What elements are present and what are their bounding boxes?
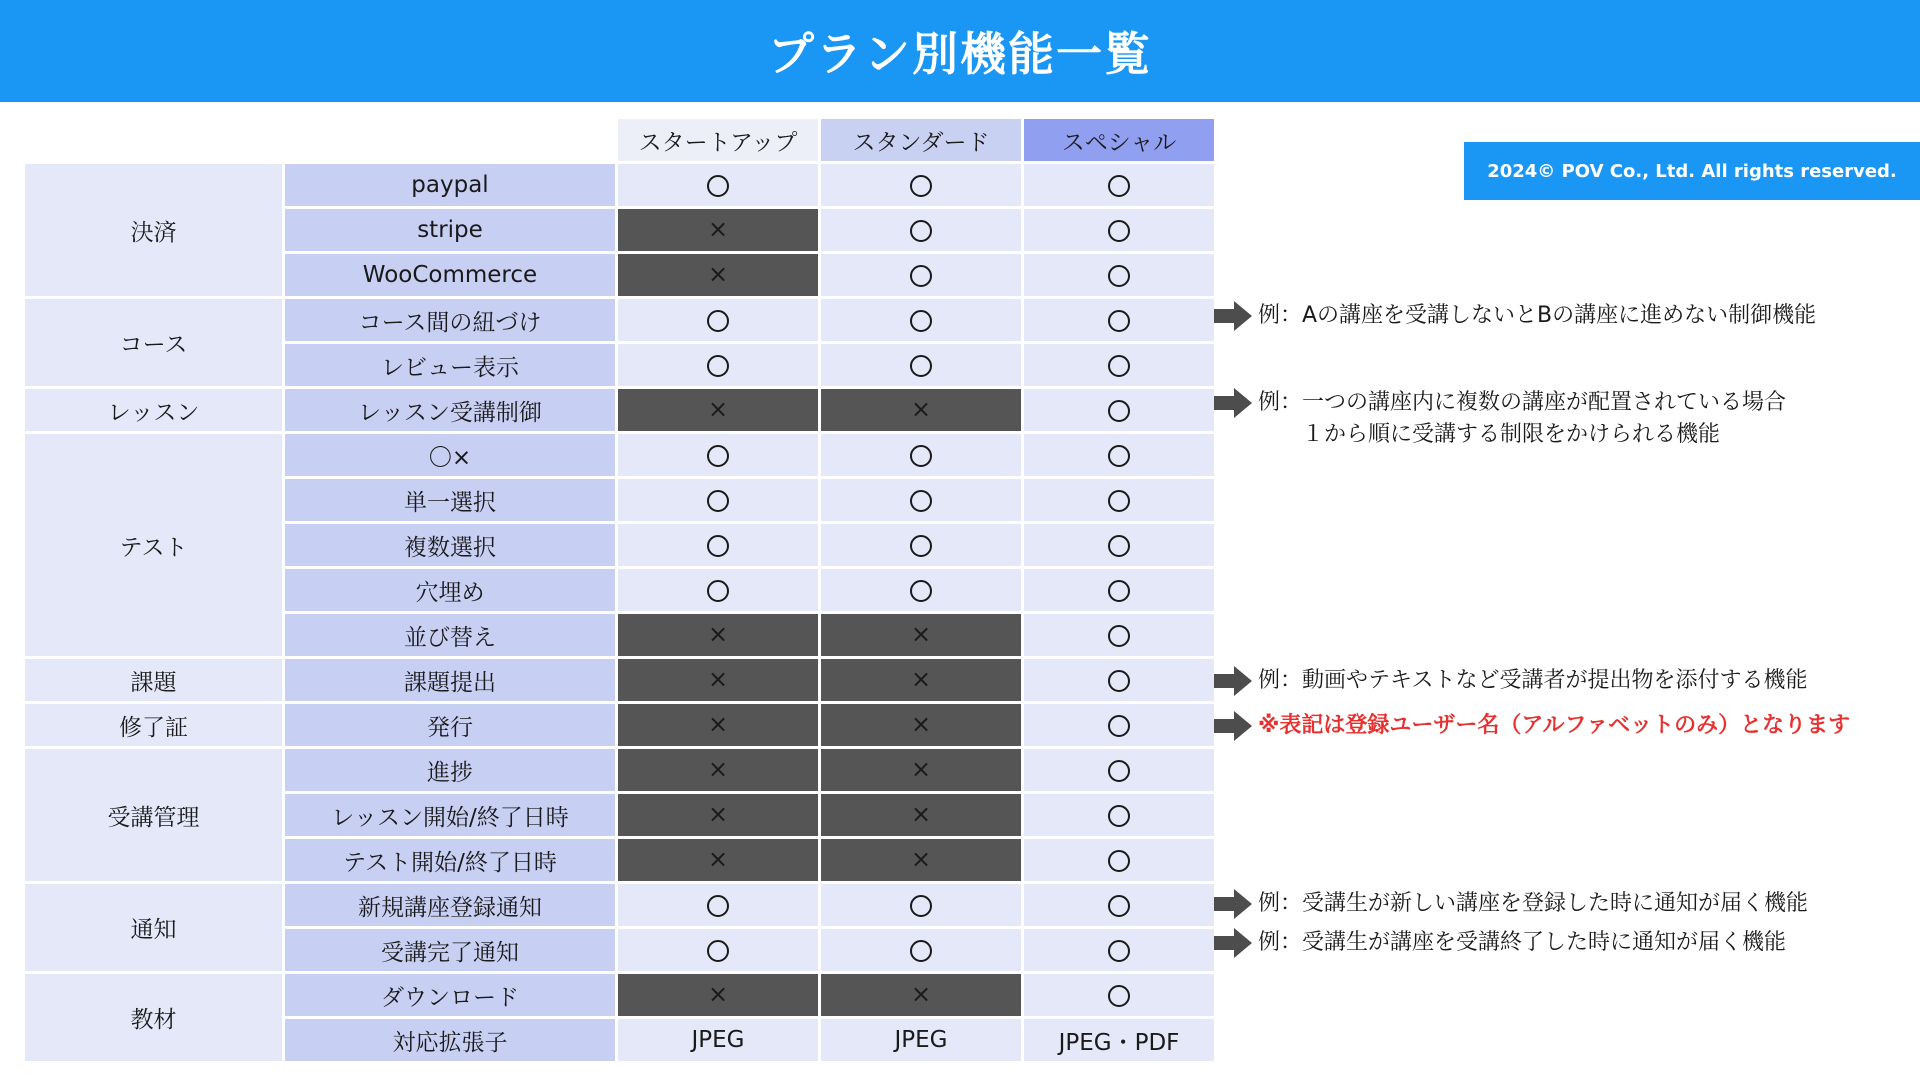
category-cell: レッスン: [25, 389, 282, 431]
available-cell-startup: [618, 569, 818, 611]
arrow-right-icon: [1214, 889, 1252, 919]
circle-icon: [1108, 580, 1130, 602]
cross-icon: ×: [910, 845, 932, 873]
header-blank: [25, 119, 615, 161]
available-cell-standard: [821, 209, 1021, 251]
available-cell-special: [1024, 704, 1214, 746]
feature-cell: ダウンロード: [285, 974, 615, 1016]
available-cell-startup: [618, 164, 818, 206]
circle-icon: [707, 490, 729, 512]
unavailable-cell-standard: [821, 794, 1021, 836]
category-cell: 教材: [25, 974, 282, 1061]
category-cell: 通知: [25, 884, 282, 971]
feature-note: [1214, 387, 1786, 451]
unavailable-cell-startup: [618, 704, 818, 746]
available-cell-startup: [618, 884, 818, 926]
feature-cell: paypal: [285, 164, 615, 206]
plan-header-standard: スタンダード: [821, 119, 1021, 161]
circle-icon: [1108, 175, 1130, 197]
note-line: １から順に受講する制限をかけられる機能: [1258, 422, 1721, 447]
note-line: 例：Aの講座を受講しないとBの講座に進めない制御機能: [1258, 303, 1817, 328]
note-text: [1258, 665, 1808, 697]
available-cell-standard: [821, 344, 1021, 386]
available-cell-special: [1024, 524, 1214, 566]
table-row: [25, 434, 1214, 476]
cross-icon: ×: [707, 215, 729, 243]
table-row: [25, 164, 1214, 206]
arrow-right-icon: [1214, 301, 1252, 331]
circle-icon: [910, 220, 932, 242]
feature-cell: stripe: [285, 209, 615, 251]
plan-header-startup: スタートアップ: [618, 119, 818, 161]
unavailable-cell-standard: [821, 614, 1021, 656]
circle-icon: [707, 535, 729, 557]
unavailable-cell-standard: [821, 974, 1021, 1016]
circle-icon: [707, 310, 729, 332]
available-cell-special: [1024, 749, 1214, 791]
arrow-right-icon: [1214, 711, 1252, 741]
cross-icon: ×: [707, 800, 729, 828]
feature-note: [1214, 927, 1786, 959]
feature-cell: 受講完了通知: [285, 929, 615, 971]
value-cell-special: JPEG・PDF: [1024, 1019, 1214, 1061]
available-cell-special: [1024, 344, 1214, 386]
arrow-right-icon: [1214, 928, 1252, 958]
circle-icon: [910, 535, 932, 557]
available-cell-standard: [821, 524, 1021, 566]
circle-icon: [1108, 985, 1130, 1007]
feature-cell: 穴埋め: [285, 569, 615, 611]
circle-icon: [707, 175, 729, 197]
plan-comparison-table: [22, 116, 1217, 1064]
circle-icon: [1108, 715, 1130, 737]
available-cell-standard: [821, 164, 1021, 206]
available-cell-startup: [618, 299, 818, 341]
header-bar: [0, 0, 1920, 102]
circle-icon: [910, 445, 932, 467]
circle-icon: [910, 265, 932, 287]
cross-icon: ×: [707, 980, 729, 1008]
feature-cell: テスト開始/終了日時: [285, 839, 615, 881]
note-text: [1258, 888, 1808, 920]
circle-icon: [1108, 670, 1130, 692]
note-text: [1258, 300, 1816, 332]
cross-icon: ×: [707, 710, 729, 738]
feature-cell: レッスン開始/終了日時: [285, 794, 615, 836]
unavailable-cell-standard: [821, 659, 1021, 701]
circle-icon: [910, 175, 932, 197]
available-cell-standard: [821, 929, 1021, 971]
unavailable-cell-startup: [618, 254, 818, 296]
circle-icon: [1108, 805, 1130, 827]
available-cell-special: [1024, 839, 1214, 881]
arrow-right-icon: [1214, 388, 1252, 418]
unavailable-cell-standard: [821, 839, 1021, 881]
circle-icon: [910, 940, 932, 962]
circle-icon: [1108, 625, 1130, 647]
category-cell: 修了証: [25, 704, 282, 746]
cross-icon: ×: [707, 755, 729, 783]
unavailable-cell-startup: [618, 659, 818, 701]
feature-cell: 〇×: [285, 434, 615, 476]
available-cell-standard: [821, 434, 1021, 476]
circle-icon: [1108, 490, 1130, 512]
cross-icon: ×: [910, 980, 932, 1008]
available-cell-special: [1024, 884, 1214, 926]
category-cell: コース: [25, 299, 282, 386]
feature-cell: 新規講座登録通知: [285, 884, 615, 926]
feature-cell: 課題提出: [285, 659, 615, 701]
cross-icon: ×: [707, 395, 729, 423]
circle-icon: [707, 940, 729, 962]
available-cell-special: [1024, 299, 1214, 341]
feature-cell: 進捗: [285, 749, 615, 791]
available-cell-startup: [618, 434, 818, 476]
available-cell-special: [1024, 209, 1214, 251]
feature-cell: 並び替え: [285, 614, 615, 656]
category-cell: テスト: [25, 434, 282, 656]
cross-icon: ×: [910, 755, 932, 783]
unavailable-cell-standard: [821, 389, 1021, 431]
value-cell-standard: JPEG: [821, 1019, 1021, 1061]
circle-icon: [1108, 895, 1130, 917]
cross-icon: ×: [707, 260, 729, 288]
circle-icon: [1108, 535, 1130, 557]
available-cell-startup: [618, 929, 818, 971]
circle-icon: [910, 355, 932, 377]
circle-icon: [1108, 760, 1130, 782]
unavailable-cell-startup: [618, 974, 818, 1016]
unavailable-cell-startup: [618, 794, 818, 836]
circle-icon: [1108, 850, 1130, 872]
category-cell: 決済: [25, 164, 282, 296]
circle-icon: [910, 310, 932, 332]
note-line: 例：動画やテキストなど受講者が提出物を添付する機能: [1258, 668, 1808, 693]
feature-note: [1214, 665, 1808, 697]
circle-icon: [707, 445, 729, 467]
circle-icon: [707, 895, 729, 917]
available-cell-startup: [618, 344, 818, 386]
note-text: [1258, 927, 1786, 959]
available-cell-standard: [821, 569, 1021, 611]
note-text: [1258, 710, 1850, 742]
table-row: [25, 389, 1214, 431]
cross-icon: ×: [910, 665, 932, 693]
feature-cell: レビュー表示: [285, 344, 615, 386]
plan-header-row: [25, 119, 1214, 161]
note-line: 例：受講生が講座を受講終了した時に通知が届く機能: [1258, 930, 1787, 955]
note-line: 例：受講生が新しい講座を登録した時に通知が届く機能: [1258, 891, 1809, 916]
arrow-right-icon: [1214, 666, 1252, 696]
note-line: ※表記は登録ユーザー名（アルファベットのみ）となります: [1258, 713, 1851, 738]
unavailable-cell-standard: [821, 749, 1021, 791]
feature-note: [1214, 888, 1808, 920]
circle-icon: [910, 580, 932, 602]
available-cell-special: [1024, 929, 1214, 971]
cross-icon: ×: [707, 620, 729, 648]
feature-cell: レッスン受講制御: [285, 389, 615, 431]
available-cell-standard: [821, 884, 1021, 926]
available-cell-special: [1024, 614, 1214, 656]
cross-icon: ×: [910, 395, 932, 423]
unavailable-cell-startup: [618, 749, 818, 791]
circle-icon: [1108, 220, 1130, 242]
table-row: [25, 659, 1214, 701]
value-cell-startup: JPEG: [618, 1019, 818, 1061]
available-cell-special: [1024, 974, 1214, 1016]
feature-cell: WooCommerce: [285, 254, 615, 296]
table-row: [25, 749, 1214, 791]
unavailable-cell-startup: [618, 839, 818, 881]
feature-note: [1214, 710, 1850, 742]
circle-icon: [1108, 445, 1130, 467]
available-cell-special: [1024, 434, 1214, 476]
feature-cell: 発行: [285, 704, 615, 746]
circle-icon: [707, 580, 729, 602]
category-cell: 受講管理: [25, 749, 282, 881]
available-cell-special: [1024, 659, 1214, 701]
circle-icon: [1108, 355, 1130, 377]
cross-icon: ×: [707, 665, 729, 693]
unavailable-cell-startup: [618, 389, 818, 431]
cross-icon: ×: [707, 845, 729, 873]
page-title: プラン別機能一覧: [768, 27, 1152, 81]
category-cell: 課題: [25, 659, 282, 701]
cross-icon: ×: [910, 620, 932, 648]
note-line: 例：一つの講座内に複数の講座が配置されている場合: [1258, 390, 1787, 415]
circle-icon: [1108, 400, 1130, 422]
available-cell-standard: [821, 254, 1021, 296]
available-cell-special: [1024, 164, 1214, 206]
feature-cell: コース間の紐づけ: [285, 299, 615, 341]
available-cell-special: [1024, 479, 1214, 521]
feature-note: [1214, 300, 1816, 332]
unavailable-cell-startup: [618, 614, 818, 656]
circle-icon: [707, 355, 729, 377]
available-cell-standard: [821, 479, 1021, 521]
plan-header-special: スペシャル: [1024, 119, 1214, 161]
feature-cell: 対応拡張子: [285, 1019, 615, 1061]
note-text: [1258, 387, 1786, 451]
available-cell-startup: [618, 524, 818, 566]
cross-icon: ×: [910, 800, 932, 828]
unavailable-cell-standard: [821, 704, 1021, 746]
table-row: [25, 299, 1214, 341]
table-row: [25, 974, 1214, 1016]
table-row: [25, 884, 1214, 926]
feature-cell: 複数選択: [285, 524, 615, 566]
circle-icon: [910, 895, 932, 917]
circle-icon: [910, 490, 932, 512]
circle-icon: [1108, 940, 1130, 962]
available-cell-special: [1024, 794, 1214, 836]
available-cell-special: [1024, 254, 1214, 296]
available-cell-standard: [821, 299, 1021, 341]
table-row: [25, 704, 1214, 746]
available-cell-special: [1024, 569, 1214, 611]
circle-icon: [1108, 265, 1130, 287]
feature-cell: 単一選択: [285, 479, 615, 521]
copyright-badge: 2024© POV Co., Ltd. All rights reserved.: [1464, 142, 1920, 200]
unavailable-cell-startup: [618, 209, 818, 251]
circle-icon: [1108, 310, 1130, 332]
available-cell-startup: [618, 479, 818, 521]
cross-icon: ×: [910, 710, 932, 738]
available-cell-special: [1024, 389, 1214, 431]
